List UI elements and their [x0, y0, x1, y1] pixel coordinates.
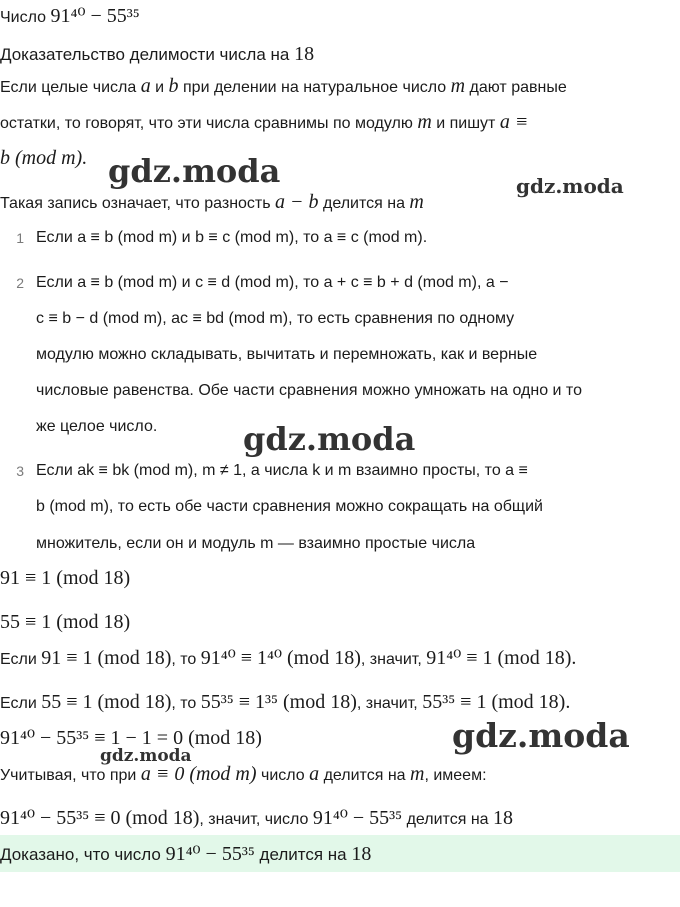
- math-congruence-a: a ≡: [499, 111, 529, 133]
- intro-line-3: [0, 146, 87, 172]
- diff-text: делится на: [323, 195, 405, 212]
- difference-expression: 91⁴⁰ − 55³⁵ ≡ 1 − 1 = 0 (mod 18): [0, 727, 262, 749]
- property-2-line: числовые равенства. Обе части сравнения можно умножать на одно и то: [36, 382, 582, 399]
- intro-text: и: [155, 79, 165, 96]
- proved-line: [0, 842, 371, 867]
- intro-text: Если целые числа: [0, 79, 137, 96]
- proved-text: Доказано, что число: [0, 845, 161, 864]
- fact-55: 55 ≡ 1 (mod 18): [0, 611, 131, 633]
- math-m: m: [450, 75, 466, 97]
- step-text: , значит,: [360, 651, 422, 668]
- difference-line: [0, 190, 424, 216]
- math-expr: 91⁴⁰ ≡ 1 (mod 18).: [426, 647, 577, 669]
- given-text: число: [260, 767, 305, 784]
- math-expr: 55 ≡ 1 (mod 18): [41, 691, 172, 713]
- property-2-line: c ≡ b − d (mod m), ac ≡ bd (mod m), то есть сравнения по одному: [36, 310, 515, 327]
- intro-text: дают равные: [469, 79, 567, 96]
- math-expr: 91⁴⁰ − 55³⁵: [312, 807, 403, 829]
- task-prefix: Число: [0, 9, 47, 26]
- intro-line-1: [0, 74, 567, 100]
- list-number: 3: [16, 463, 24, 479]
- conclusion-text: , значит, число: [199, 811, 309, 828]
- step-text: Если: [0, 695, 37, 712]
- given-line: [0, 762, 487, 788]
- watermark: gdz.moda: [108, 152, 281, 190]
- math-expr: 91 ≡ 1 (mod 18): [41, 647, 172, 669]
- conclusion-text: делится на: [406, 811, 489, 828]
- math-number: 18: [351, 843, 372, 865]
- math-m: m: [417, 111, 432, 133]
- math-a: a: [309, 763, 320, 785]
- heading-text: Доказательство делимости числа на: [0, 45, 290, 64]
- math-a: a: [140, 75, 151, 97]
- watermark: gdz.moda: [100, 746, 192, 766]
- watermark: gdz.moda: [243, 420, 416, 458]
- math-m: m: [409, 191, 424, 213]
- given-text: , имеем:: [424, 767, 487, 784]
- math-expr: 55³⁵ ≡ 1 (mod 18).: [422, 691, 571, 713]
- property-3-line: b (mod m), то есть обе части сравнения можно сокращать на общий: [36, 498, 543, 515]
- math-expr: 91⁴⁰ ≡ 1⁴⁰ (mod 18): [200, 647, 361, 669]
- step-2: [0, 690, 570, 716]
- property-1-line: Если a ≡ b (mod m) и b ≡ c (mod m), то a ≡ c (mod m).: [36, 229, 428, 246]
- math-expr: 55³⁵ ≡ 1³⁵ (mod 18): [200, 691, 357, 713]
- watermark: gdz.moda: [516, 174, 624, 198]
- math-m: m: [410, 763, 425, 785]
- intro-text: при делении на натуральное число: [183, 79, 447, 96]
- fact-91: 91 ≡ 1 (mod 18): [0, 567, 131, 589]
- proved-text: делится на: [259, 845, 347, 864]
- task-expression: 91⁴⁰ − 55³⁵: [50, 5, 140, 27]
- math-expr: 91⁴⁰ − 55³⁵ ≡ 0 (mod 18): [0, 807, 200, 829]
- property-2-line: Если a ≡ b (mod m) и c ≡ d (mod m), то a + c ≡ b + d (mod m), a −: [36, 274, 509, 291]
- heading-number: 18: [294, 43, 315, 65]
- given-text: делится на: [323, 767, 406, 784]
- property-2-line: же целое число.: [36, 418, 158, 435]
- intro-line-2: [0, 110, 528, 136]
- step-text: , то: [171, 651, 197, 668]
- math-congruence-b: b (mod m).: [0, 147, 88, 169]
- math-b: b: [168, 75, 179, 97]
- given-text: Учитывая, что при: [0, 767, 137, 784]
- property-2-line: модулю можно складывать, вычитать и перемножать, как и верные: [36, 346, 538, 363]
- intro-text: и пишут: [436, 115, 496, 132]
- math-expr: 91⁴⁰ − 55³⁵: [165, 843, 255, 865]
- diff-text: Такая запись означает, что разность: [0, 195, 271, 212]
- step-1: [0, 646, 576, 672]
- list-number: 2: [16, 275, 24, 291]
- conclusion-line: [0, 806, 513, 832]
- property-3-line: Если ak ≡ bk (mod m), m ≠ 1, а числа k и m взаимно просты, то a ≡: [36, 462, 528, 479]
- step-text: Если: [0, 651, 37, 668]
- step-text: , то: [171, 695, 197, 712]
- math-expr: a ≡ 0 (mod m): [140, 763, 257, 785]
- math-difference: a − b: [275, 191, 319, 213]
- list-number: 1: [16, 230, 24, 246]
- step-text: , значит,: [356, 695, 418, 712]
- watermark: gdz.moda: [452, 716, 630, 755]
- math-number: 18: [493, 807, 513, 829]
- property-3-line: множитель, если он и модуль m — взаимно простые числа: [36, 535, 476, 552]
- intro-text: остатки, то говорят, что эти числа сравнимы по модулю: [0, 115, 413, 132]
- task-title: [0, 4, 140, 30]
- section-heading: [0, 42, 314, 67]
